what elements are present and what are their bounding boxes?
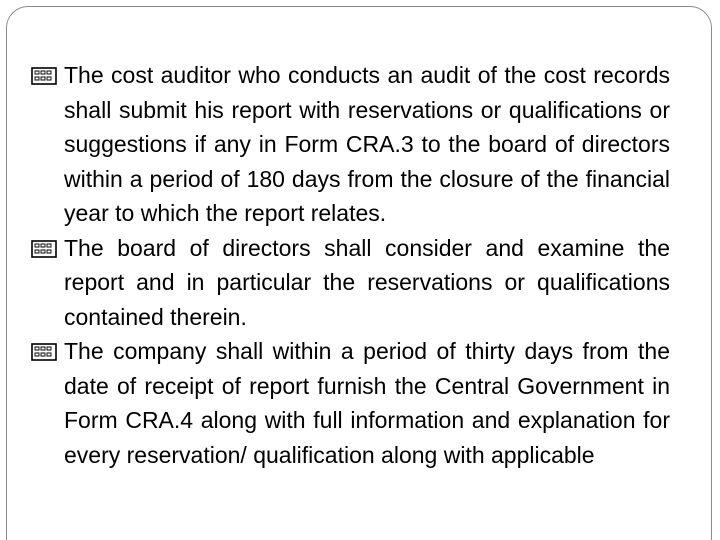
bullet-item	[30, 334, 670, 472]
missing-glyph-bullet-icon	[30, 239, 58, 259]
bullet-text: The cost auditor who conducts an audit of the cost records shall submit his report with reservations or qualifications or suggestions if any in Form CRA.3 to the board of directors within a period of 180 days from the closure of the financial year to which the report relates.	[64, 62, 670, 226]
bullet-item	[30, 231, 670, 335]
missing-glyph-bullet-icon	[30, 66, 58, 86]
bullet-list	[30, 58, 670, 472]
bullet-item	[30, 58, 670, 231]
missing-glyph-bullet-icon	[30, 342, 58, 362]
bullet-text: The company shall within a period of thirty days from the date of receipt of report furnish the Central Government in Form CRA.4 along with full information and explanation for every reservation/ qualification along with applicable	[64, 338, 670, 468]
bullet-text: The board of directors shall consider and examine the report and in particular the reservations or qualifications contained therein.	[64, 234, 670, 330]
